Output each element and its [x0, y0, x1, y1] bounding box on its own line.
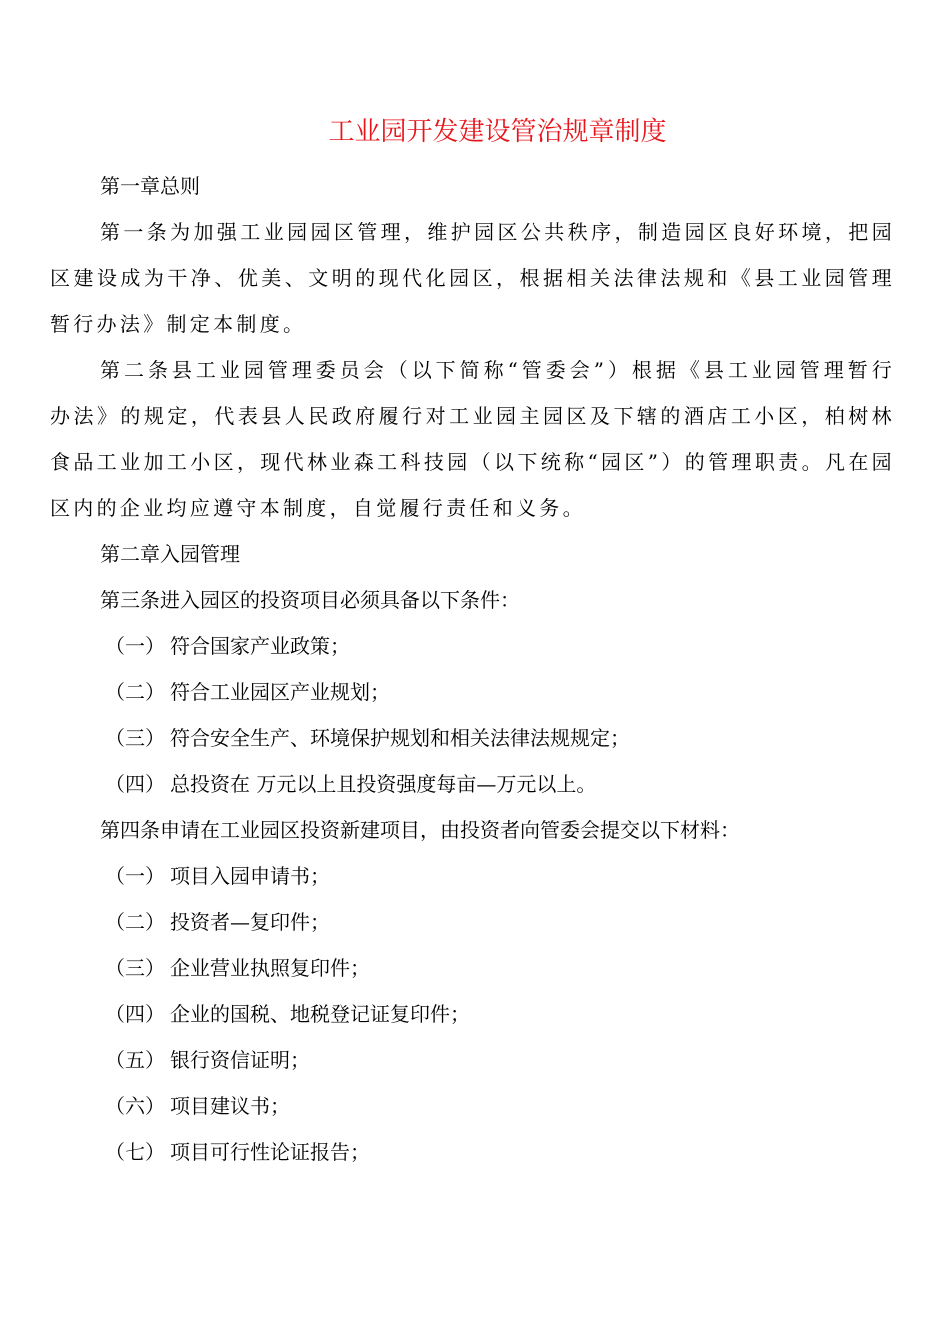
list-item: （二） 投资者—复印件；: [105, 910, 330, 934]
list-item: （四） 企业的国税、地税登记证复印件；: [105, 1002, 470, 1026]
list-item: （一） 符合国家产业政策；: [105, 634, 350, 658]
document-title: 工业园开发建设管治规章制度: [328, 117, 667, 147]
article-3: 第三条进入园区的投资项目必须具备以下条件：: [100, 588, 520, 612]
list-item: （一） 项目入园申请书；: [105, 864, 330, 888]
list-item: （三） 企业营业执照复印件；: [105, 956, 370, 980]
list-item: （五） 银行资信证明；: [105, 1048, 310, 1072]
list-item: （二） 符合工业园区产业规划；: [105, 680, 390, 704]
article-1: 第一条为加强工业园园区管理，维护园区公共秩序，制造园区良好环境，把园区建设成为干净、优美、文明的现代化园区，根据相关法律法规和《县工业园管理暂行办法》制定本制度。: [50, 220, 895, 336]
article-4: 第四条申请在工业园区投资新建项目，由投资者向管委会提交以下材料：: [100, 818, 740, 842]
list-item: （三） 符合安全生产、环境保护规划和相关法律法规规定；: [105, 726, 630, 750]
list-item: （六） 项目建议书；: [105, 1094, 290, 1118]
list-item: （四） 总投资在 万元以上且投资强度每亩—万元以上。: [105, 772, 597, 796]
article-2: 第二条县工业园管理委员会（以下简称“管委会”）根据《县工业园管理暂行办法》的规定，代表县人民政府履行对工业园主园区及下辖的酒店工小区，柏树林食品工业加工小区，现代林业森工科技园（以下统称“园区”）的管理职责。凡在园区内的企业均应遵守本制度，自觉履行责任和义务。: [50, 358, 895, 520]
chapter-1-heading: 第一章总则: [100, 174, 200, 198]
list-item: （七） 项目可行性论证报告；: [105, 1140, 370, 1164]
document-body: [50, 163, 895, 1175]
chapter-2-heading: 第二章入园管理: [100, 542, 240, 566]
